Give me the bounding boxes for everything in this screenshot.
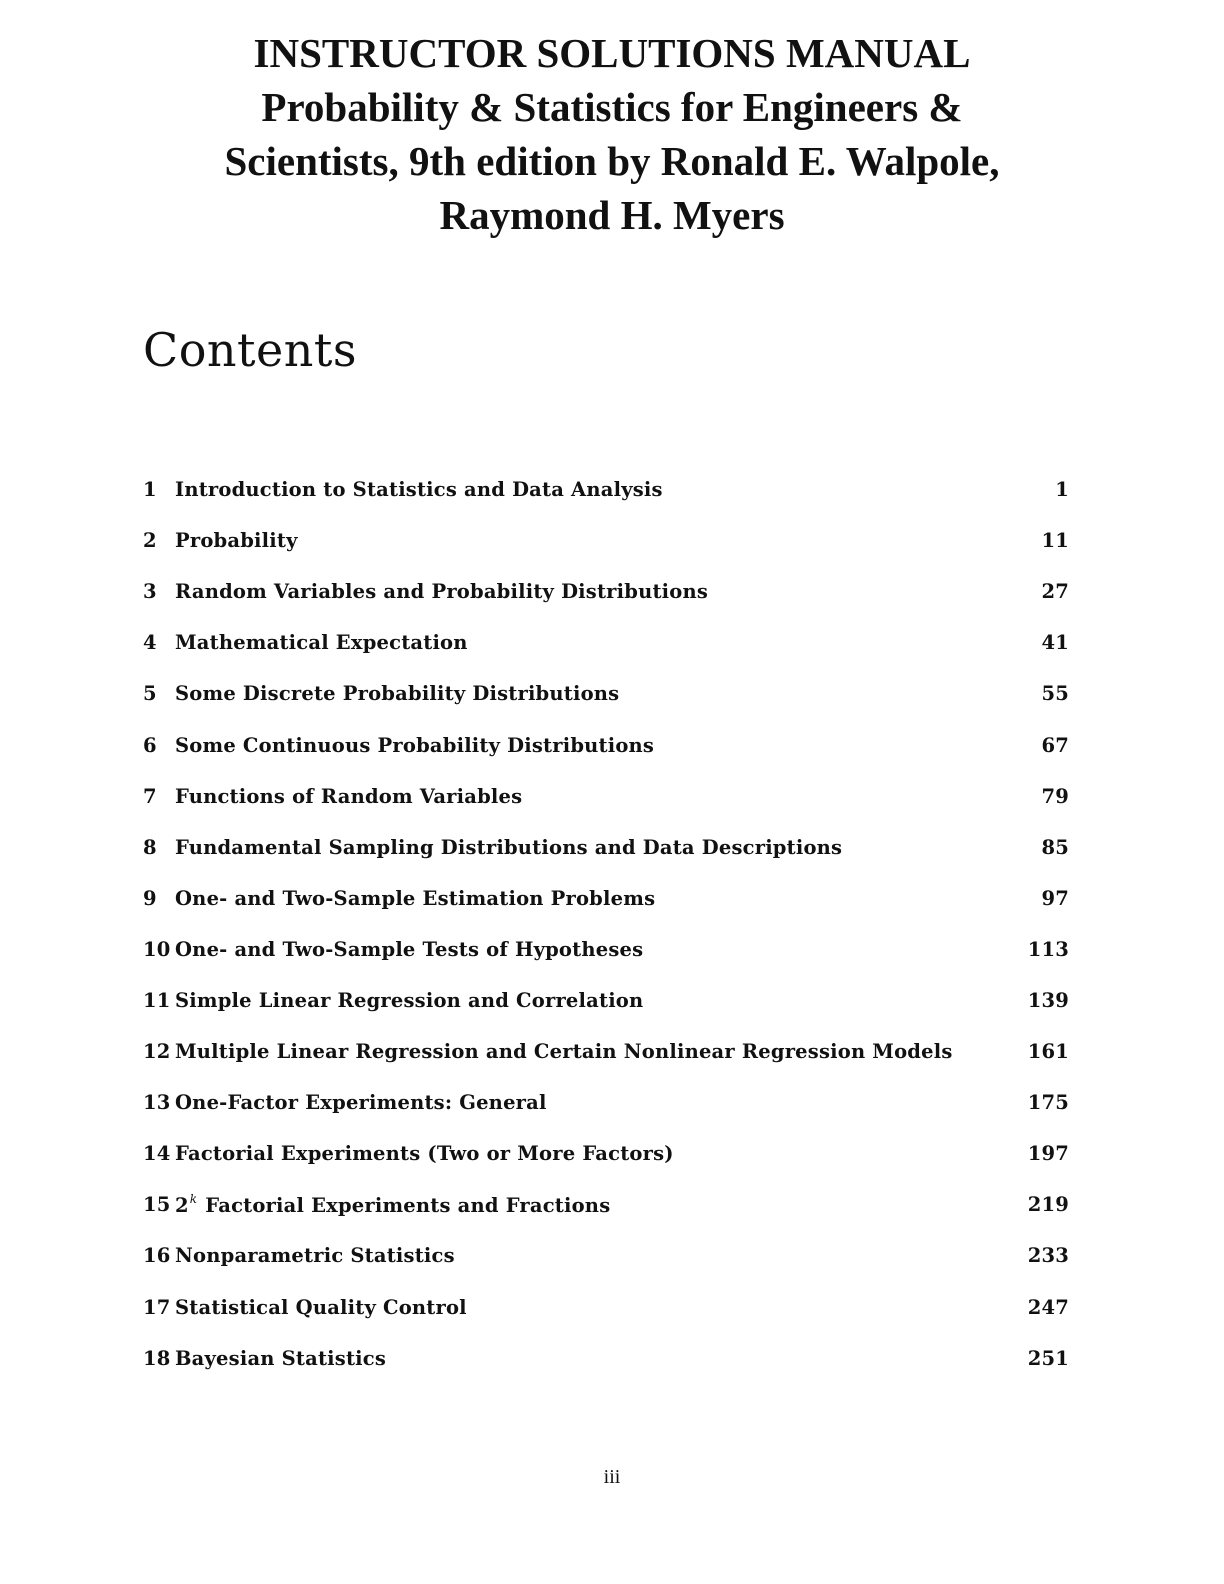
toc-page-number: 197 <box>1027 1142 1069 1166</box>
toc-page-number: 139 <box>1027 988 1069 1012</box>
toc-page-number: 55 <box>1041 682 1069 706</box>
toc-chapter-title: Functions of Random Variables <box>175 784 523 808</box>
toc-page-number: 85 <box>1041 835 1069 859</box>
toc-page-number: 113 <box>1027 937 1069 961</box>
toc-chapter-number: 1 <box>143 478 157 502</box>
toc-chapter-number: 10 <box>143 937 171 961</box>
toc-chapter-title: Bayesian Statistics <box>175 1346 387 1370</box>
toc-page-number: 67 <box>1041 733 1069 757</box>
toc-chapter-number: 17 <box>143 1295 171 1319</box>
toc-page-number: 79 <box>1041 784 1069 808</box>
toc-chapter-number: 5 <box>143 682 157 706</box>
toc-chapter-title: Introduction to Statistics and Data Analysis <box>175 478 663 502</box>
toc-chapter-title: Some Discrete Probability Distributions <box>175 682 620 706</box>
toc-chapter-number: 13 <box>143 1091 171 1115</box>
toc-chapter-title: One-Factor Experiments: General <box>175 1091 547 1115</box>
toc-entry[interactable] <box>143 1128 1069 1179</box>
title-line: Scientists, 9th edition by Ronald E. Walpole, <box>224 138 1000 184</box>
toc-entry[interactable] <box>143 924 1069 975</box>
toc-chapter-number: 6 <box>143 733 157 757</box>
toc-title-base: 2 <box>175 1194 189 1218</box>
toc-title-exponent: k <box>189 1192 198 1207</box>
title-line: Raymond H. Myers <box>439 192 785 238</box>
contents-heading: Contents <box>143 323 357 377</box>
title-line: INSTRUCTOR SOLUTIONS MANUAL <box>253 30 971 76</box>
toc-chapter-title: Fundamental Sampling Distributions and Data Descriptions <box>175 835 843 859</box>
page-number: iii <box>603 1466 621 1488</box>
toc-chapter-title: Statistical Quality Control <box>175 1295 467 1319</box>
toc-entry[interactable] <box>143 1230 1069 1281</box>
toc-chapter-number: 11 <box>143 988 171 1012</box>
toc-chapter-number: 15 <box>143 1193 171 1217</box>
toc-chapter-number: 2 <box>143 529 157 553</box>
toc-entry[interactable] <box>143 975 1069 1026</box>
toc-entry[interactable] <box>143 771 1069 822</box>
toc-chapter-number: 3 <box>143 580 157 604</box>
toc-page-number: 27 <box>1041 580 1069 604</box>
toc-chapter-number: 14 <box>143 1142 171 1166</box>
title-line: Probability & Statistics for Engineers & <box>261 84 963 130</box>
toc-chapter-number: 9 <box>143 886 157 910</box>
toc-entry[interactable] <box>143 873 1069 924</box>
toc-chapter-title: Random Variables and Probability Distributions <box>175 580 709 604</box>
toc-entry[interactable] <box>143 566 1069 617</box>
toc-chapter-number: 18 <box>143 1346 171 1370</box>
toc-page-number: 41 <box>1041 631 1069 655</box>
table-of-contents <box>143 464 1069 1384</box>
toc-entry[interactable] <box>143 1026 1069 1077</box>
toc-page-number: 1 <box>1055 478 1069 502</box>
toc-chapter-number: 4 <box>143 631 157 655</box>
toc-entry[interactable] <box>143 1333 1069 1384</box>
toc-chapter-title: Multiple Linear Regression and Certain Nonlinear Regression Models <box>175 1040 953 1064</box>
toc-entry[interactable] <box>143 1179 1069 1230</box>
toc-chapter-title: Factorial Experiments (Two or More Factors) <box>175 1142 674 1166</box>
toc-page-number: 97 <box>1041 886 1069 910</box>
toc-chapter-title: One- and Two-Sample Tests of Hypotheses <box>175 937 644 961</box>
toc-page-number: 175 <box>1027 1091 1069 1115</box>
toc-entry[interactable] <box>143 464 1069 515</box>
toc-chapter-number: 8 <box>143 835 157 859</box>
toc-entry[interactable] <box>143 515 1069 566</box>
toc-chapter-number: 16 <box>143 1244 171 1268</box>
toc-chapter-title: Nonparametric Statistics <box>175 1244 455 1268</box>
toc-chapter-title <box>175 1192 1009 1217</box>
toc-page-number: 219 <box>1027 1193 1069 1217</box>
toc-chapter-number: 7 <box>143 784 157 808</box>
toc-page-number: 161 <box>1027 1040 1069 1064</box>
toc-entry[interactable] <box>143 719 1069 770</box>
toc-entry[interactable] <box>143 1282 1069 1333</box>
toc-entry[interactable] <box>143 617 1069 668</box>
toc-chapter-title: Probability <box>175 529 298 553</box>
toc-page-number: 11 <box>1041 529 1069 553</box>
toc-chapter-title: Some Continuous Probability Distributions <box>175 733 655 757</box>
toc-page-number: 233 <box>1027 1244 1069 1268</box>
document-title <box>140 26 1084 242</box>
toc-chapter-title: One- and Two-Sample Estimation Problems <box>175 886 656 910</box>
toc-entry[interactable] <box>143 822 1069 873</box>
toc-page-number: 247 <box>1027 1295 1069 1319</box>
toc-chapter-title: Simple Linear Regression and Correlation <box>175 988 644 1012</box>
toc-entry[interactable] <box>143 1077 1069 1128</box>
toc-chapter-title: Mathematical Expectation <box>175 631 468 655</box>
toc-entry[interactable] <box>143 668 1069 719</box>
toc-page-number: 251 <box>1027 1346 1069 1370</box>
toc-title-rest: Factorial Experiments and Fractions <box>198 1194 611 1218</box>
toc-chapter-number: 12 <box>143 1040 171 1064</box>
